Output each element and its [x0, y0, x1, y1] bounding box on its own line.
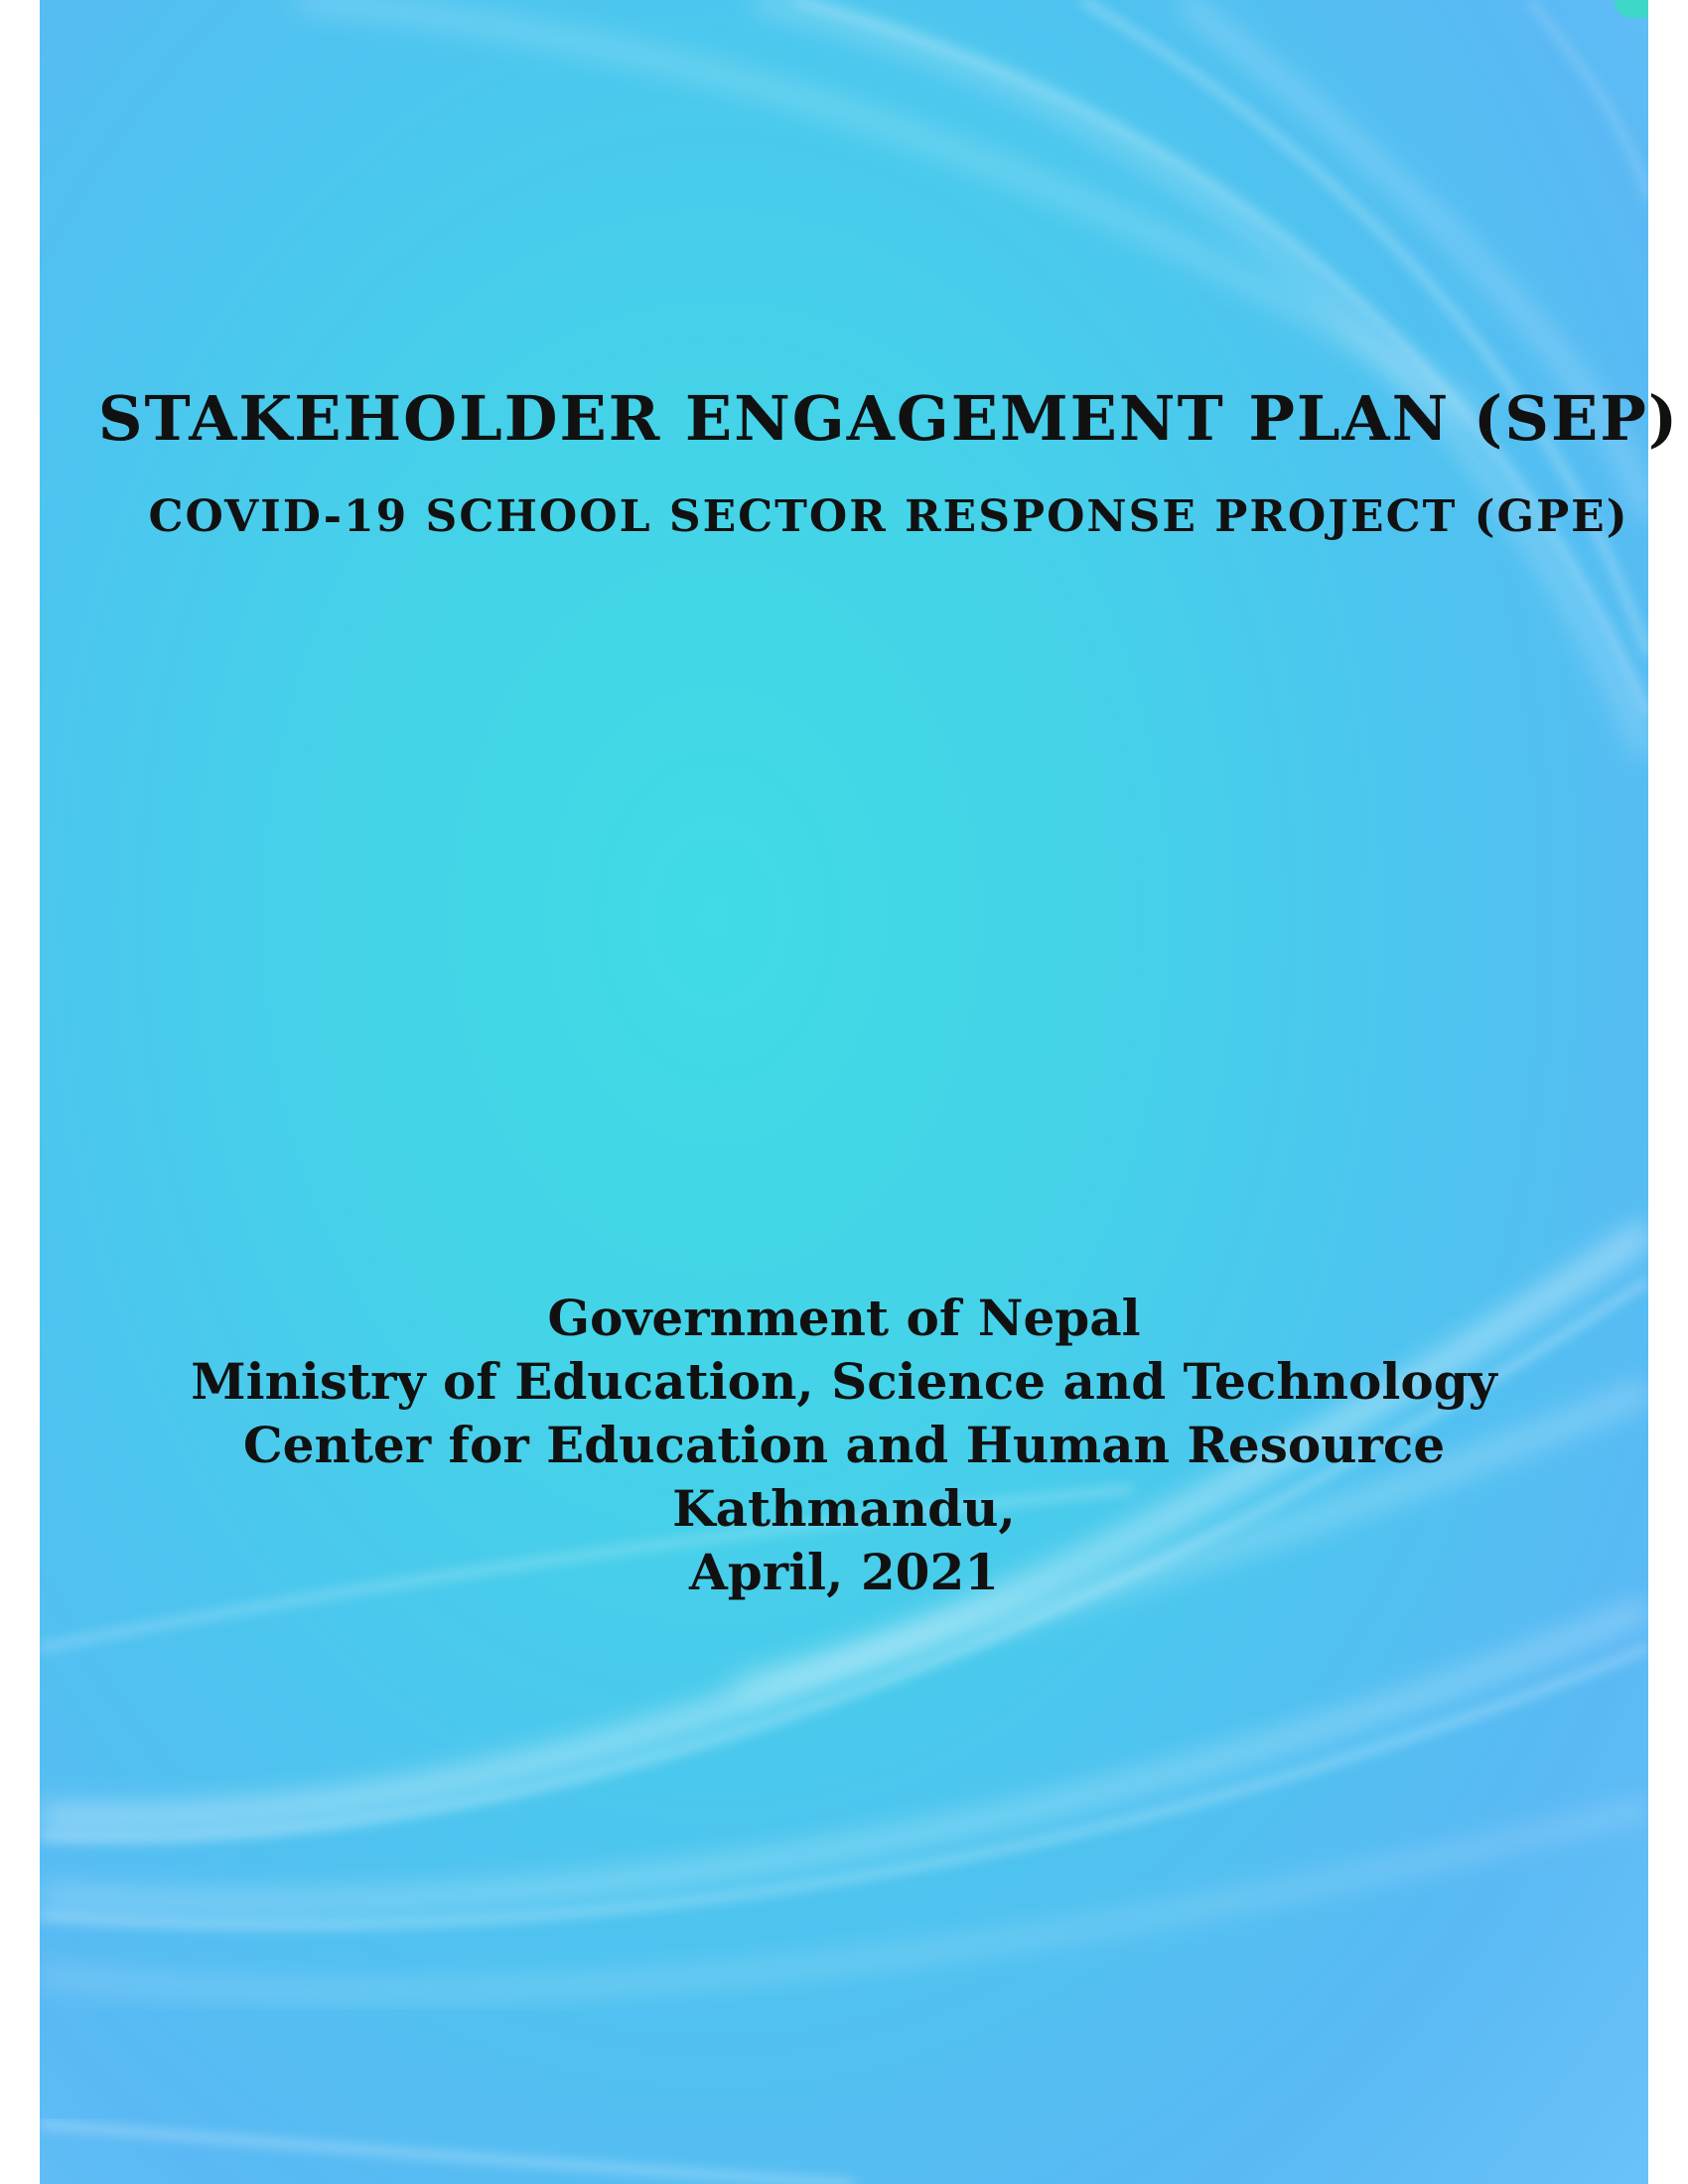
publication-date: April, 2021 — [688, 1543, 1000, 1601]
wave-top-6 — [1529, 0, 1648, 199]
document-title: STAKEHOLDER ENGAGEMENT PLAN (SEP) — [97, 382, 1680, 455]
wave-bottom-4 — [40, 1648, 1648, 1925]
cover-background — [40, 0, 1648, 2184]
wave-bottom-7 — [40, 2124, 854, 2184]
publication-place: Kathmandu, — [672, 1479, 1016, 1538]
decorative-waves — [40, 0, 1648, 2184]
organization-government: Government of Nepal — [547, 1289, 1141, 1347]
wave-top-5 — [298, 0, 1479, 417]
organization-ministry: Ministry of Education, Science and Technology — [191, 1352, 1497, 1411]
document-subtitle: COVID-19 SCHOOL SECTOR RESPONSE PROJECT (GPE) — [148, 491, 1629, 542]
organization-center: Center for Education and Human Resource — [242, 1416, 1446, 1474]
wave-top-2 — [794, 0, 1648, 715]
wave-top-1 — [755, 0, 1648, 754]
